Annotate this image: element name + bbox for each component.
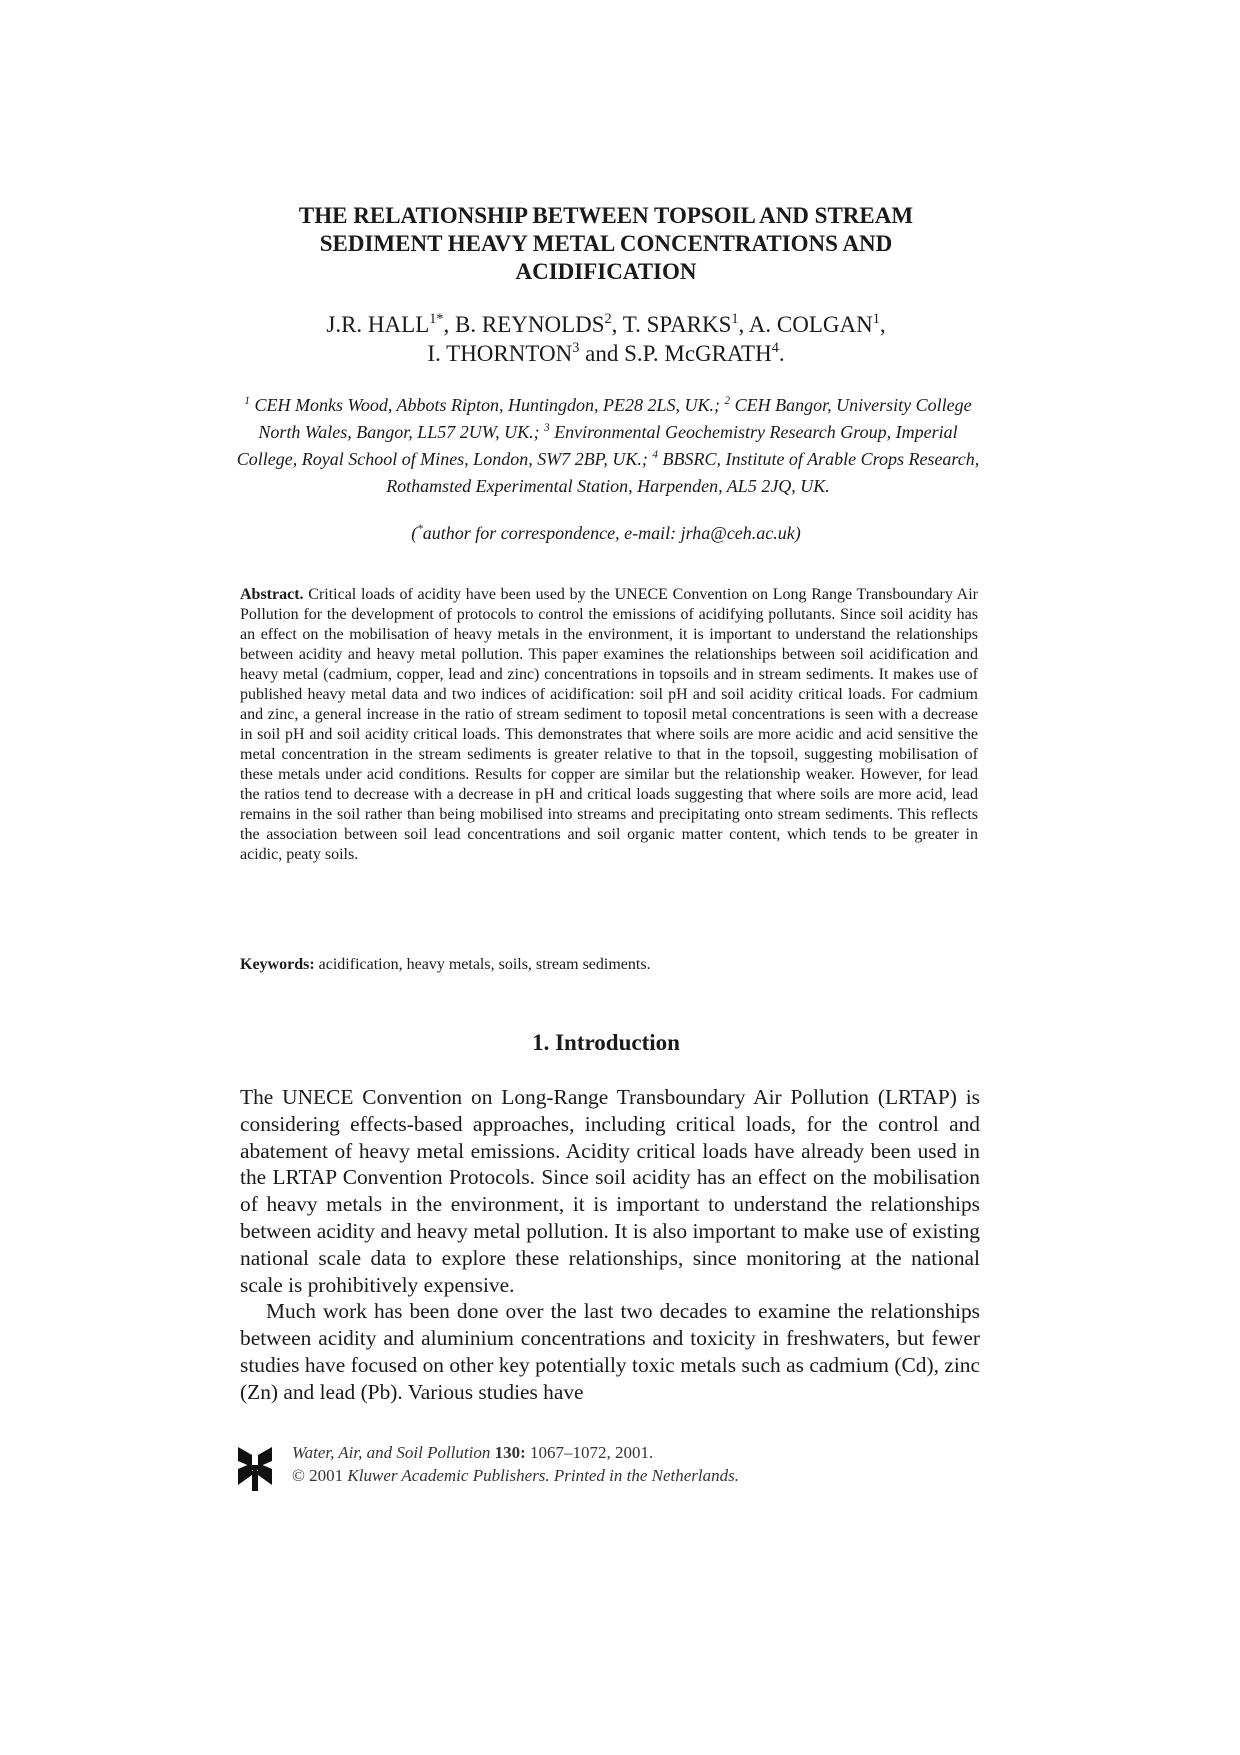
footer-line-2 <box>292 1464 972 1487</box>
author-separator: , <box>879 312 886 337</box>
keywords <box>240 955 978 975</box>
page-footer <box>236 1441 976 1501</box>
author-affil-mark: 1 <box>872 311 880 328</box>
body-paragraph: The UNECE Convention on Long-Range Transboundary Air Pollution (LRTAP) is considering effects-based approaches, including critical loads, for the control and abatement of heavy metal emissions. Acidity critical loads have already been used in the LRTAP Convention Protocols. Since soil acidity has an effect on the mobilisation of heavy metals in the environment, it is important to understand the relationships between acidity and heavy metal pollution. It is also important to make use of existing national scale data to explore these relationships, since monitoring at the national scale is prohibitively expensive. <box>240 1085 980 1297</box>
author-separator: , <box>443 312 456 337</box>
affil-number: 3 <box>544 422 550 435</box>
affil-text: BBSRC, Institute of Arable Crops Research, Rothamsted Experimental Station, Harpenden, AL5 2JQ, UK. <box>386 449 980 496</box>
author-affil-mark: 2 <box>604 311 612 328</box>
affil-text: Environmental Geochemistry Research Group, Imperial College, Royal School of Mines, London, SW7 2BP, UK.; <box>236 422 958 469</box>
author-affil-mark: 1* <box>429 311 444 328</box>
title-line: THE RELATIONSHIP BETWEEN TOPSOIL AND STREAM <box>298 203 914 228</box>
author-line-2 <box>236 339 976 368</box>
affil-number: 1 <box>244 395 250 408</box>
author-line-1 <box>236 310 976 339</box>
affil-text: CEH Bangor, University College North Wales, Bangor, LL57 2UW, UK.; <box>258 395 972 442</box>
title-line: SEDIMENT HEAVY METAL CONCENTRATIONS AND <box>319 231 893 256</box>
author-separator: and <box>579 341 625 366</box>
author-separator: , <box>611 312 623 337</box>
publisher-logo-icon <box>236 1445 274 1493</box>
footer-citation <box>292 1441 972 1487</box>
corr-text: author for correspondence, e-mail: jrha@ceh.ac.uk) <box>422 523 801 543</box>
author-separator: , <box>738 312 749 337</box>
author-separator: . <box>778 341 785 366</box>
author-name: B. REYNOLDS <box>455 312 605 337</box>
corr-open-paren: ( <box>411 523 418 543</box>
journal-pages: 1067–1072, 2001. <box>530 1443 654 1462</box>
footer-line-1 <box>292 1441 972 1464</box>
author-name: S.P. McGRATH <box>624 341 772 366</box>
affiliations <box>228 392 988 500</box>
title-line: ACIDIFICATION <box>515 259 697 284</box>
publisher-name: Kluwer Academic Publishers. Printed in the Netherlands. <box>347 1466 740 1485</box>
abstract-text: Critical loads of acidity have been used by the UNECE Convention on Long Range Transboundary Air Pollution for the development of protocols to control the emissions of acidifying pollutants. Since soil acidity has an effect on the mobilisation of heavy metals in the environment, it is important to understand the relationships between acidity and heavy metal pollution. This paper examines the relationships between soil acidification and heavy metal (cadmium, copper, lead and zinc) concentrations in topsoils and in stream sediments. It makes use of published heavy metal data and two indices of acidification: soil pH and soil acidity critical loads. For cadmium and zinc, a general increase in the ratio of stream sediment to toposil metal concentrations is seen with a decrease in soil pH and soil acidity critical loads. This demonstrates that where soils are more acidic and acid sensitive the metal concentration in the stream sediments is greater relative to that in the topsoil, suggesting mobilisation of these metals under acid conditions. Results for copper are similar but the relationship weaker. However, for lead the ratios tend to decrease with a decrease in pH and critical loads suggesting that where soils are more acid, lead remains in the soil rather than being mobilised into streams and precipitating onto stream sediments. This reflects the association between soil lead concentrations and soil organic matter content, which tends to be greater in acidic, peaty soils. <box>240 586 979 863</box>
author-affil-mark: 3 <box>572 340 580 357</box>
author-affil-mark: 1 <box>731 311 739 328</box>
abstract <box>240 585 978 865</box>
author-name: T. SPARKS <box>622 312 732 337</box>
author-affil-mark: 4 <box>771 340 779 357</box>
corr-mark: * <box>417 523 423 536</box>
affil-number: 4 <box>652 449 658 462</box>
author-list <box>236 310 976 368</box>
correspondence-note <box>236 521 976 545</box>
affil-number: 2 <box>724 395 731 408</box>
author-name: J.R. HALL <box>326 312 430 337</box>
section-heading: 1. Introduction <box>532 1030 680 1055</box>
paper-title <box>236 202 976 286</box>
affil-text: CEH Monks Wood, Abbots Ripton, Huntingdon, PE28 2LS, UK.; <box>254 395 721 415</box>
body-paragraph: Much work has been done over the last two decades to examine the relationships between acidity and aluminium concentrations and toxicity in freshwaters, but fewer studies have focused on other key potentially toxic metals such as cadmium (Cd), zinc (Zn) and lead (Pb). Various studies have <box>240 1299 980 1404</box>
author-name: A. COLGAN <box>748 312 873 337</box>
body-text <box>240 1084 980 1406</box>
abstract-label: Abstract. <box>240 586 304 603</box>
copyright: © 2001 <box>292 1466 344 1485</box>
author-name: I. THORNTON <box>427 341 573 366</box>
journal-volume: 130: <box>494 1443 526 1462</box>
keywords-text: acidification, heavy metals, soils, stream sediments. <box>318 956 651 973</box>
keywords-label: Keywords: <box>240 956 315 973</box>
journal-name: Water, Air, and Soil Pollution <box>292 1443 491 1462</box>
